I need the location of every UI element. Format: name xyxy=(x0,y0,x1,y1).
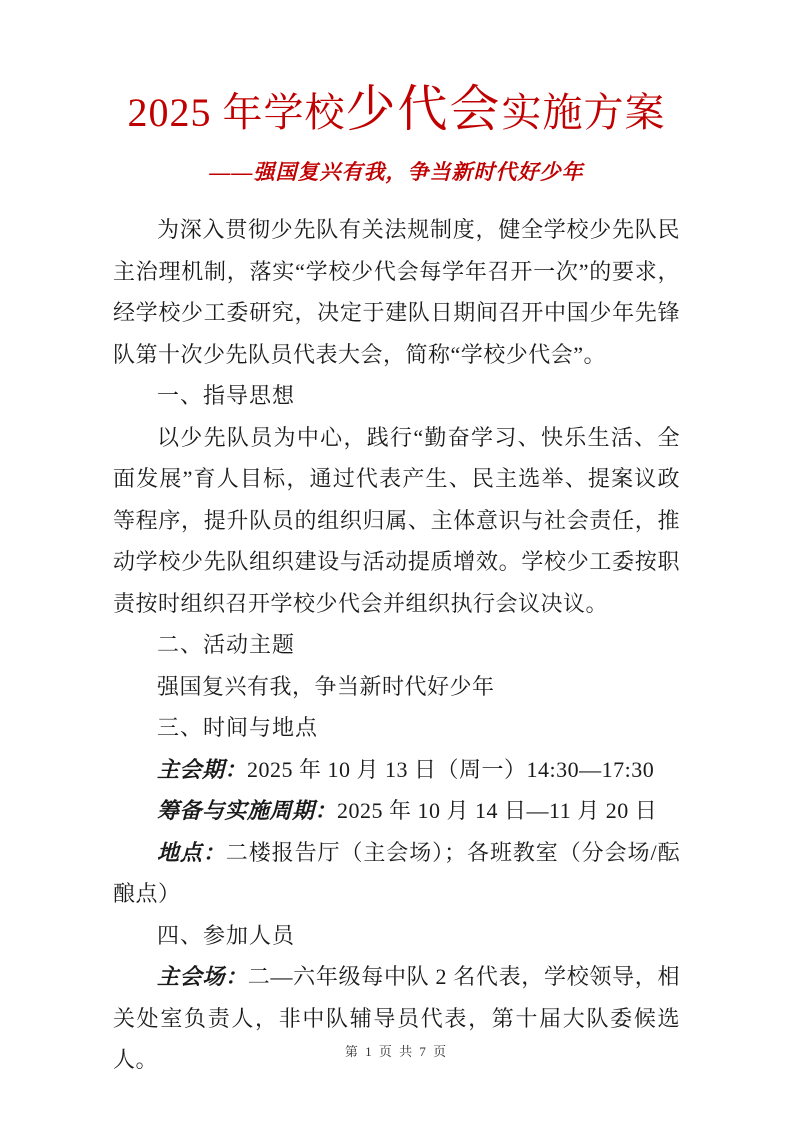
section-heading-2: 二、活动主题 xyxy=(157,632,296,657)
paragraph-guiding-ideology: 以少先队员为中心，践行“勤奋学习、快乐生活、全面发展”育人目标，通过代表产生、民主选举、提案议政等程序，提升队员的组织归属、主体意识与社会责任，推动学校少先队组织建设与活动提质增效。学校少工委按职责按时组织召开学校少代会并组织执行会议决议。 xyxy=(113,424,680,616)
value-location: 二楼报告厅（主会场）；各班教室（分会场/酝酿点） xyxy=(113,839,680,906)
value-main-venue-attendees: 二—六年级每中队 2 名代表，学校领导，相关处室负责人，非中队辅导员代表，第十届大队委候选人。 xyxy=(113,964,680,1072)
section-heading-1: 一、指导思想 xyxy=(157,383,296,408)
value-preparation-period: 2025 年 10 月 14 日—11 月 20 日 xyxy=(337,798,658,823)
title-part-3: 实施方案 xyxy=(501,90,666,135)
label-main-session: 主会期： xyxy=(157,756,248,782)
paragraph-location xyxy=(113,832,680,915)
label-preparation-period: 筹备与实施周期： xyxy=(157,798,338,823)
paragraph-activity-theme: 强国复兴有我，争当新时代好少年 xyxy=(157,673,495,699)
document-content xyxy=(113,78,680,1081)
title-part-2: 少代会 xyxy=(345,81,502,137)
page-number-footer: 第 1 页 共 7 页 xyxy=(344,1044,449,1059)
paragraph-intro: 为深入贯彻少先队有关法规制度，健全学校少先队民主治理机制，落实“学校少代会每学年召开一次”的要求，经学校少工委研究，决定于建队日期间召开中国少年先锋队第十次少先队员代表大会，简称“学校少代会”。 xyxy=(113,217,680,367)
paragraph-main-session xyxy=(113,749,680,791)
label-main-venue: 主会场： xyxy=(157,964,248,989)
title-part-1: 2025 年学校 xyxy=(127,90,346,135)
document-subtitle: ——强国复兴有我，争当新时代好少年 xyxy=(209,160,584,184)
document-title xyxy=(113,78,680,146)
document-body xyxy=(113,209,680,1081)
value-main-session: 2025 年 10 月 13 日（周一）14:30—17:30 xyxy=(247,756,655,782)
paragraph-preparation-period xyxy=(113,790,680,832)
section-heading-4: 四、参加人员 xyxy=(157,922,296,948)
section-heading-3: 三、时间与地点 xyxy=(157,715,319,740)
label-location: 地点： xyxy=(157,839,226,865)
